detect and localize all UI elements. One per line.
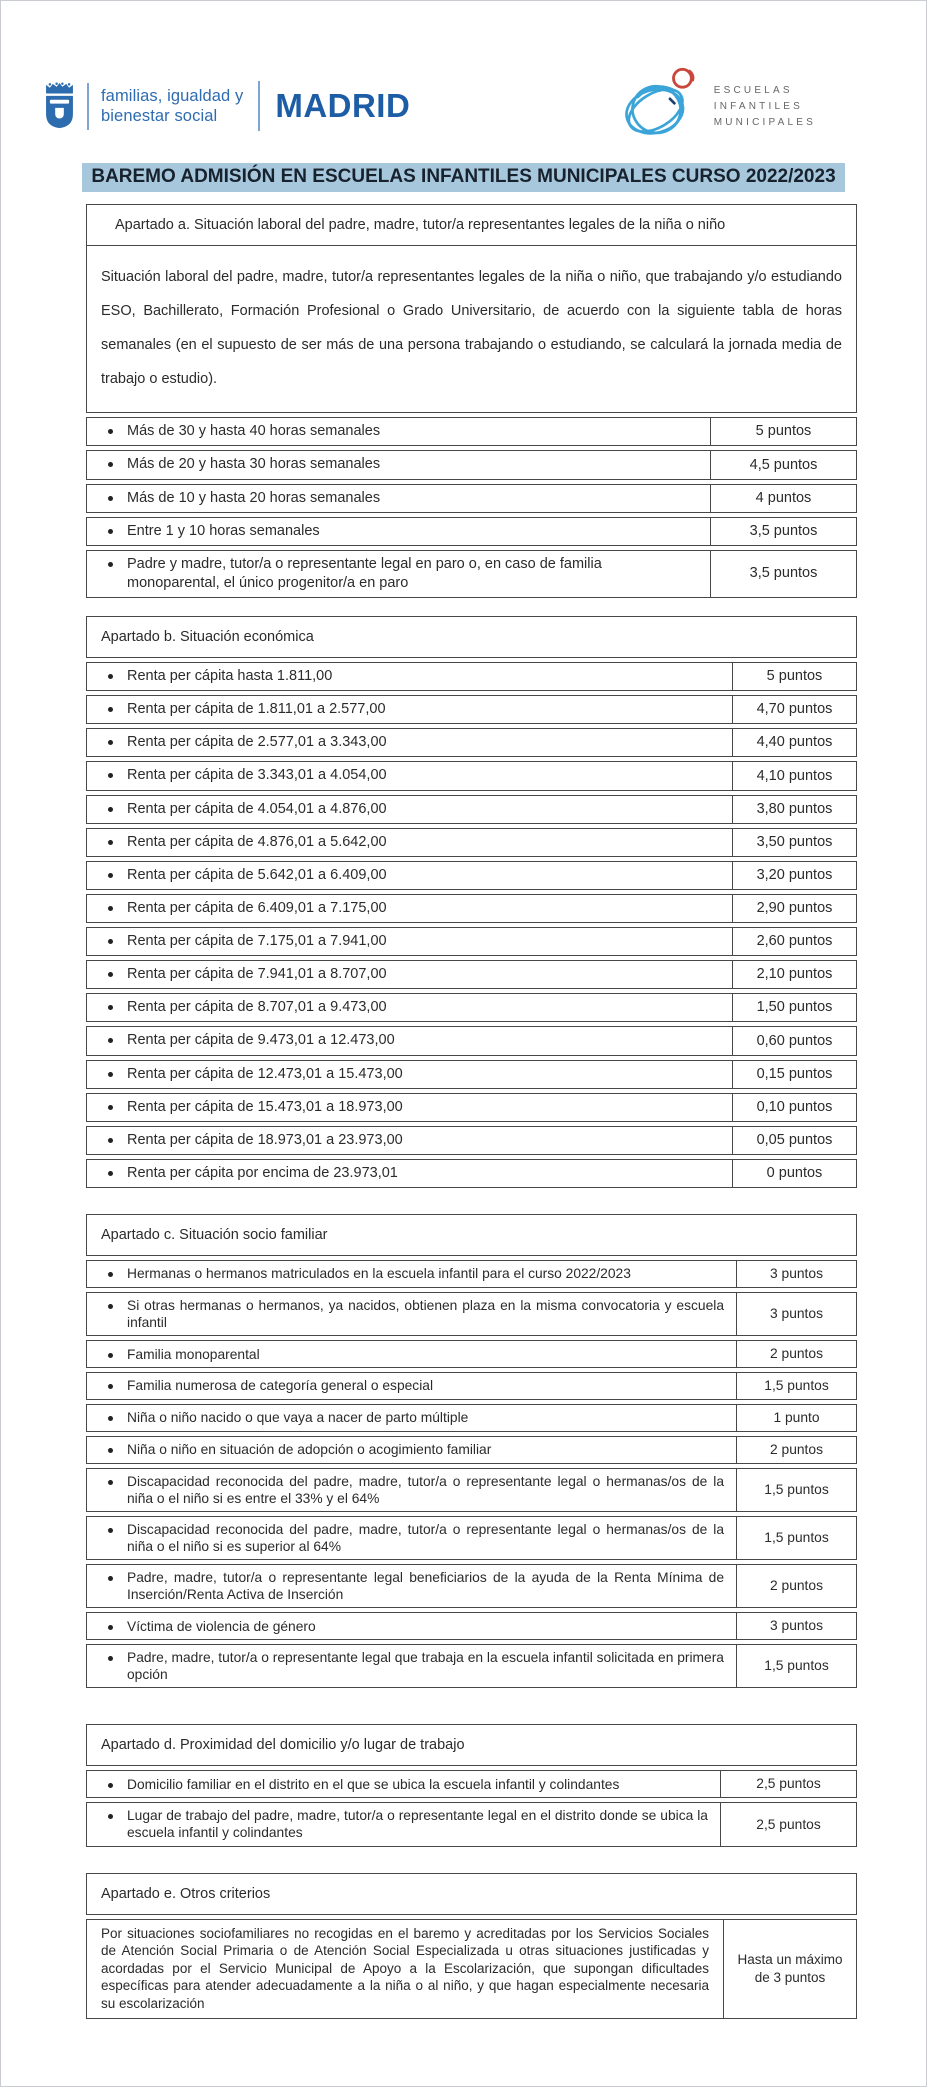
criteria-row xyxy=(86,1919,857,2020)
points-cell xyxy=(732,1127,856,1154)
section-apartado-d xyxy=(86,1724,857,1846)
points-value: 4 puntos xyxy=(755,489,812,506)
criteria-text-cell xyxy=(87,895,732,922)
bullet-icon xyxy=(108,1480,113,1485)
points-cell xyxy=(710,418,856,445)
criteria-text-cell xyxy=(87,961,732,988)
points-value: 3 puntos xyxy=(770,1618,823,1634)
apartado-c-table xyxy=(86,1260,857,1688)
criteria-row xyxy=(86,517,857,546)
criteria-row xyxy=(86,1372,857,1400)
bullet-icon xyxy=(108,1171,113,1176)
bullet-icon xyxy=(108,462,113,467)
criteria-text: Padre y madre, tutor/a o representante legal en paro o, en caso de familia monoparental, el único progenitor/a en paro xyxy=(127,555,602,591)
section-apartado-a xyxy=(86,204,857,598)
points-cell xyxy=(736,1373,856,1399)
criteria-row xyxy=(86,761,857,790)
bullet-icon xyxy=(108,1304,113,1309)
points-value: 0,15 puntos xyxy=(756,1065,833,1082)
bullet-icon xyxy=(108,707,113,712)
apartado-a-heading: Apartado a. Situación laboral del padre, madre, tutor/a representantes legales de la niña o niño xyxy=(87,205,856,246)
points-cell xyxy=(736,1517,856,1559)
points-cell xyxy=(732,762,856,789)
criteria-row xyxy=(86,1436,857,1464)
criteria-row xyxy=(86,1340,857,1368)
criteria-text: Renta per cápita de 1.811,01 a 2.577,00 xyxy=(127,701,386,718)
bullet-icon xyxy=(108,1528,113,1533)
criteria-text-cell xyxy=(87,1160,732,1187)
criteria-text-cell xyxy=(87,1293,736,1335)
criteria-row xyxy=(86,1260,857,1288)
madrid-coat-of-arms-icon xyxy=(43,82,76,130)
criteria-text: Más de 20 y hasta 30 horas semanales xyxy=(127,456,381,473)
criteria-row xyxy=(86,828,857,857)
department-line1: familias, igualdad y xyxy=(101,86,244,105)
points-value: 4,40 puntos xyxy=(756,734,833,751)
criteria-row xyxy=(86,484,857,513)
criteria-text-cell xyxy=(87,928,732,955)
criteria-row xyxy=(86,1292,857,1336)
points-cell xyxy=(736,1341,856,1367)
eim-line-escuelas: ESCUELAS xyxy=(713,84,793,96)
criteria-text-cell xyxy=(87,1920,723,2019)
section-apartado-b xyxy=(86,616,857,1188)
points-value: 3,50 puntos xyxy=(756,833,833,850)
criteria-text-cell xyxy=(87,862,732,889)
criteria-text: Más de 30 y hasta 40 horas semanales xyxy=(127,423,381,440)
points-value: 2 puntos xyxy=(770,1346,823,1362)
criteria-text: Más de 10 y hasta 20 horas semanales xyxy=(127,489,381,506)
bullet-icon xyxy=(108,939,113,944)
points-value: 1,5 puntos xyxy=(764,1530,829,1546)
criteria-row xyxy=(86,927,857,956)
bullet-icon xyxy=(108,674,113,679)
points-cell xyxy=(736,1613,856,1639)
points-cell xyxy=(736,1405,856,1431)
criteria-text: Por situaciones sociofamiliares no recogidas en el baremo y acreditadas por los Servicios Sociales de Atención Social Primaria o de Atención Social Especializada u otras situaciones justificadas y acordadas por el Servicio Municipal de Apoyo a la Escolarización, que supongan dificultades específicas para atender adecuadamente a la niña o al niño, y que hagan especialmente necesaria su escolarización xyxy=(101,1925,709,2011)
criteria-text-cell xyxy=(87,1094,732,1121)
criteria-text: Niña o niño en situación de adopción o acogimiento familiar xyxy=(127,1442,492,1458)
apartado-b-heading: Apartado b. Situación económica xyxy=(86,616,857,658)
bullet-icon xyxy=(108,1448,113,1453)
bullet-icon xyxy=(108,1138,113,1143)
bullet-icon xyxy=(108,1656,113,1661)
apartado-c-heading: Apartado c. Situación socio familiar xyxy=(86,1214,857,1256)
criteria-text: Discapacidad reconocida del padre, madre, tutor/a o representante legal o hermanas/os de la niña o el niño si es entre el 33% y el 64% xyxy=(127,1473,724,1506)
criteria-text-cell xyxy=(87,994,732,1021)
section-apartado-e xyxy=(86,1873,857,2020)
points-cell xyxy=(736,1293,856,1335)
points-cell xyxy=(732,829,856,856)
criteria-text-cell xyxy=(87,1645,736,1687)
criteria-row xyxy=(86,1159,857,1188)
apartado-b-table xyxy=(86,662,857,1188)
criteria-text: Renta per cápita de 9.473,01 a 12.473,00 xyxy=(127,1032,395,1049)
criteria-text: Renta per cápita de 2.577,01 a 3.343,00 xyxy=(127,734,387,751)
criteria-row xyxy=(86,1468,857,1512)
points-cell xyxy=(736,1469,856,1511)
points-cell xyxy=(732,1160,856,1187)
points-value: 2,5 puntos xyxy=(756,1776,821,1792)
logo-divider xyxy=(87,83,89,130)
escuelas-infantiles-logo xyxy=(619,63,816,149)
criteria-row xyxy=(86,1060,857,1089)
criteria-text-cell xyxy=(87,1469,736,1511)
criteria-text-cell xyxy=(87,829,732,856)
criteria-text: Renta per cápita hasta 1.811,00 xyxy=(127,668,333,684)
department-name xyxy=(101,86,243,127)
bullet-icon xyxy=(108,840,113,845)
criteria-text-cell xyxy=(87,1613,736,1639)
points-cell xyxy=(723,1920,856,2019)
points-cell xyxy=(720,1771,856,1797)
points-cell xyxy=(736,1437,856,1463)
points-cell xyxy=(710,451,856,478)
criteria-text: Familia numerosa de categoría general o especial xyxy=(127,1378,434,1394)
criteria-row xyxy=(86,1612,857,1640)
bullet-icon xyxy=(108,496,113,501)
apartado-a-box xyxy=(86,204,857,413)
points-value: 1,5 puntos xyxy=(764,1481,829,1497)
criteria-row xyxy=(86,894,857,923)
bullet-icon xyxy=(108,1353,113,1358)
criteria-row xyxy=(86,728,857,757)
bullet-icon xyxy=(108,1105,113,1110)
criteria-text: Renta per cápita de 8.707,01 a 9.473,00 xyxy=(127,999,387,1016)
criteria-row xyxy=(86,1644,857,1688)
bullet-icon xyxy=(108,1005,113,1010)
criteria-text-cell xyxy=(87,518,710,545)
points-cell xyxy=(732,796,856,823)
criteria-text: Renta per cápita de 12.473,01 a 15.473,00 xyxy=(127,1065,403,1082)
points-value: 0 puntos xyxy=(766,1165,823,1182)
apartado-e-heading: Apartado e. Otros criterios xyxy=(86,1873,857,1915)
points-value: 2,90 puntos xyxy=(756,900,833,917)
bullet-icon xyxy=(108,429,113,434)
criteria-text: Si otras hermanas o hermanos, ya nacidos, obtienen plaza en la misma convocatoria y escuela infantil xyxy=(127,1297,724,1331)
criteria-text: Domicilio familiar en el distrito en el que se ubica la escuela infantil y colindantes xyxy=(127,1776,620,1792)
eim-line-municipales: MUNICIPALES xyxy=(713,116,816,128)
criteria-row xyxy=(86,795,857,824)
criteria-row xyxy=(86,861,857,890)
points-cell xyxy=(710,551,856,597)
criteria-text: Renta per cápita por encima de 23.973,01 xyxy=(127,1164,398,1181)
apartado-a-table xyxy=(86,417,857,598)
criteria-text-cell xyxy=(87,1771,720,1797)
criteria-text-cell xyxy=(87,1341,736,1367)
points-cell xyxy=(710,518,856,545)
points-cell xyxy=(720,1803,856,1845)
criteria-text-cell xyxy=(87,1127,732,1154)
criteria-text: Víctima de violencia de género xyxy=(127,1618,316,1634)
criteria-text: Renta per cápita de 15.473,01 a 18.973,00 xyxy=(127,1098,403,1115)
criteria-text: Renta per cápita de 6.409,01 a 7.175,00 xyxy=(127,899,387,916)
points-cell xyxy=(732,729,856,756)
criteria-text: Renta per cápita de 7.175,01 a 7.941,00 xyxy=(127,933,387,949)
criteria-text-cell xyxy=(87,485,710,512)
madrid-city-logo xyxy=(43,81,410,131)
bullet-icon xyxy=(108,1814,113,1819)
bullet-icon xyxy=(108,562,113,567)
criteria-row xyxy=(86,960,857,989)
criteria-row xyxy=(86,1093,857,1122)
apartado-a-description: Situación laboral del padre, madre, tutor/a representantes legales de la niña o niño, que trabajando y/o estudiando ESO, Bachillerato, Formación Profesional o Grado Universitario, de acuerdo con la siguiente tabla de horas semanales (en el supuesto de ser más de una persona trabajando o estudiando, se calculará la jornada media de trabajo o estudio). xyxy=(101,269,842,388)
bullet-icon xyxy=(108,906,113,911)
bullet-icon xyxy=(108,1783,113,1788)
points-cell xyxy=(732,1061,856,1088)
criteria-row xyxy=(86,1516,857,1560)
criteria-text: Discapacidad reconocida del padre, madre, tutor/a o representante legal o hermanas/os de la niña o el niño si es superior al 64% xyxy=(127,1521,724,1555)
criteria-text-cell xyxy=(87,1803,720,1845)
criteria-text-cell xyxy=(87,762,732,789)
criteria-text-cell xyxy=(87,1405,736,1431)
points-value: 2 puntos xyxy=(770,1578,823,1594)
points-value: 0,60 puntos xyxy=(756,1032,833,1049)
criteria-text-cell xyxy=(87,696,732,723)
title-highlight: BAREMO ADMISIÓN EN ESCUELAS INFANTILES MUNICIPALES CURSO 2022/2023 xyxy=(82,163,844,192)
criteria-text-cell xyxy=(87,1027,732,1054)
criteria-text: Renta per cápita de 4.876,01 a 5.642,00 xyxy=(127,833,387,850)
criteria-text-cell xyxy=(87,1565,736,1607)
points-value: 5 puntos xyxy=(766,668,823,685)
points-cell xyxy=(732,1027,856,1054)
points-value: 1 punto xyxy=(773,1409,820,1425)
apartado-d-heading: Apartado d. Proximidad del domicilio y/o lugar de trabajo xyxy=(86,1724,857,1766)
criteria-text: Padre, madre, tutor/a o representante legal beneficiarios de la ayuda de la Renta Mínima de Inserción/Renta Activa de Inserción xyxy=(127,1570,724,1603)
criteria-text: Renta per cápita de 3.343,01 a 4.054,00 xyxy=(127,767,387,784)
bullet-icon xyxy=(108,807,113,812)
madrid-wordmark: MADRID xyxy=(275,87,411,124)
points-value: 3,5 puntos xyxy=(749,522,818,539)
criteria-text-cell xyxy=(87,1261,736,1287)
bullet-icon xyxy=(108,1576,113,1581)
criteria-text: Hermanas o hermanos matriculados en la escuela infantil para el curso 2022/2023 xyxy=(127,1266,631,1282)
points-cell xyxy=(732,663,856,690)
bullet-icon xyxy=(108,1072,113,1077)
criteria-row xyxy=(86,450,857,479)
points-value: 2,60 puntos xyxy=(756,933,833,950)
apartado-d-table xyxy=(86,1770,857,1846)
points-value: 4,70 puntos xyxy=(756,701,833,718)
criteria-text: Entre 1 y 10 horas semanales xyxy=(127,522,320,539)
bullet-icon xyxy=(108,1416,113,1421)
criteria-text-cell xyxy=(87,796,732,823)
criteria-text: Renta per cápita de 5.642,01 a 6.409,00 xyxy=(127,866,387,883)
points-cell xyxy=(732,928,856,955)
document-title xyxy=(1,163,926,192)
points-cell xyxy=(732,1094,856,1121)
criteria-row xyxy=(86,695,857,724)
points-value: 1,50 puntos xyxy=(756,999,833,1016)
escuelas-infantiles-wordmark xyxy=(714,85,816,128)
bullet-icon xyxy=(108,529,113,534)
points-value: 3,20 puntos xyxy=(756,866,833,883)
criteria-row xyxy=(86,1564,857,1608)
criteria-row xyxy=(86,1770,857,1798)
criteria-row xyxy=(86,1404,857,1432)
criteria-text: Familia monoparental xyxy=(127,1346,260,1362)
department-line2: bienestar social xyxy=(101,107,218,125)
points-value: 3 puntos xyxy=(770,1266,823,1281)
criteria-text: Niña o niño nacido o que vaya a nacer de parto múltiple xyxy=(127,1410,469,1426)
eim-line-infantiles: INFANTILES xyxy=(713,100,803,112)
criteria-text-cell xyxy=(87,418,710,445)
criteria-row xyxy=(86,1126,857,1155)
bullet-icon xyxy=(108,1272,113,1277)
points-value: 4,5 puntos xyxy=(749,456,818,473)
points-value: 1,5 puntos xyxy=(764,1658,829,1674)
points-value: 3,5 puntos xyxy=(749,565,818,582)
criteria-row xyxy=(86,1802,857,1846)
points-cell xyxy=(736,1261,856,1287)
criteria-row xyxy=(86,550,857,598)
bullet-icon xyxy=(108,1038,113,1043)
points-cell xyxy=(732,696,856,723)
scribble-globe-icon xyxy=(619,63,703,149)
points-cell xyxy=(736,1645,856,1687)
criteria-text-cell xyxy=(87,451,710,478)
criteria-row xyxy=(86,417,857,446)
points-cell xyxy=(732,994,856,1021)
criteria-text-cell xyxy=(87,1437,736,1463)
points-value: 5 puntos xyxy=(755,423,812,440)
bullet-icon xyxy=(108,1625,113,1630)
points-value: 4,10 puntos xyxy=(756,767,833,784)
criteria-text: Renta per cápita de 18.973,01 a 23.973,00 xyxy=(127,1131,403,1148)
points-value: 1,5 puntos xyxy=(764,1378,829,1394)
bullet-icon xyxy=(108,1384,113,1389)
criteria-text: Lugar de trabajo del padre, madre, tutor/a o representante legal en el distrito donde se ubica la escuela infantil y colindantes xyxy=(127,1808,708,1841)
points-value: 3,80 puntos xyxy=(756,800,833,817)
criteria-row xyxy=(86,993,857,1022)
criteria-row xyxy=(86,1026,857,1055)
points-cell xyxy=(710,485,856,512)
bullet-icon xyxy=(108,740,113,745)
criteria-row xyxy=(86,662,857,691)
criteria-text: Renta per cápita de 7.941,01 a 8.707,00 xyxy=(127,966,387,983)
points-value: 3 puntos xyxy=(770,1306,823,1322)
points-cell xyxy=(732,895,856,922)
brand-header xyxy=(1,61,926,151)
points-value: 0,05 puntos xyxy=(756,1131,833,1148)
criteria-text: Padre, madre, tutor/a o representante legal que trabaja en la escuela infantil solicitada en primera opción xyxy=(127,1650,724,1683)
criteria-text-cell xyxy=(87,1373,736,1399)
logo-divider xyxy=(258,81,260,131)
criteria-text-cell xyxy=(87,729,732,756)
section-apartado-c xyxy=(86,1214,857,1688)
criteria-text: Renta per cápita de 4.054,01 a 4.876,00 xyxy=(127,800,387,817)
points-cell xyxy=(732,961,856,988)
apartado-e-table xyxy=(86,1919,857,2020)
points-cell xyxy=(736,1565,856,1607)
criteria-text-cell xyxy=(87,1061,732,1088)
bullet-icon xyxy=(108,873,113,878)
points-cell xyxy=(732,862,856,889)
criteria-text-cell xyxy=(87,663,732,690)
points-value: 2,5 puntos xyxy=(756,1816,821,1832)
points-value: 2,10 puntos xyxy=(756,966,833,983)
points-value: 0,10 puntos xyxy=(756,1098,833,1115)
points-value: Hasta un máximo de 3 puntos xyxy=(737,1952,843,1985)
bullet-icon xyxy=(108,972,113,977)
criteria-text-cell xyxy=(87,1517,736,1559)
points-value: 2 puntos xyxy=(770,1441,823,1457)
criteria-text-cell xyxy=(87,551,710,597)
bullet-icon xyxy=(108,773,113,778)
